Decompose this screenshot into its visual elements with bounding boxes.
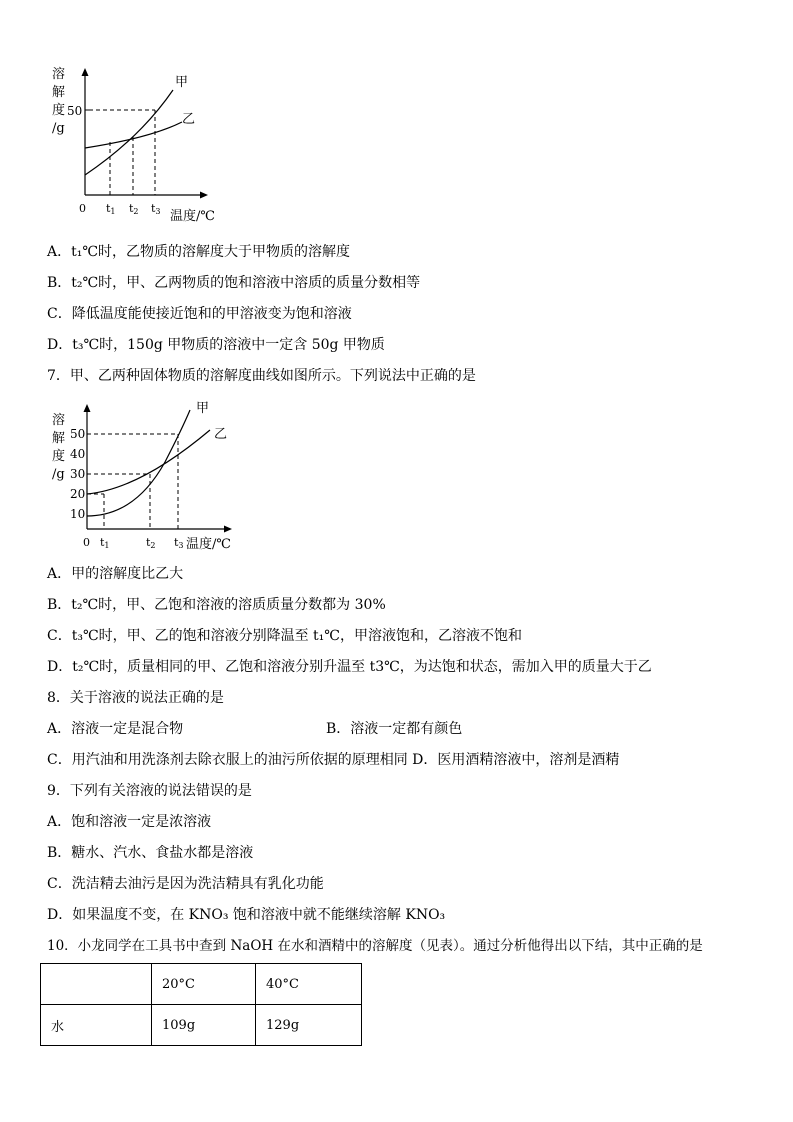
graph2-ytick-40: 40 [70, 447, 86, 461]
graph2-label-yi: 乙 [214, 427, 228, 442]
graph2-ylabel-1: 溶 [52, 413, 66, 428]
q7-option-b: B．t₂℃时，甲、乙饱和溶液的溶质质量分数都为 30% [47, 597, 386, 613]
graph1-x-arrow [200, 192, 208, 199]
graph2-y-arrow [84, 404, 91, 412]
graph1-origin: 0 [79, 202, 86, 215]
graph1-xtick-t2: t2 [129, 202, 139, 216]
q9-option-b: B．糖水、汽水、食盐水都是溶液 [47, 845, 254, 861]
graph1-xtick-t1: t1 [106, 202, 116, 216]
q10-stem: 10．小龙同学在工具书中查到 NaOH 在水和酒精中的溶解度（见表）。通过分析他得出以下结，其中正确的是 [47, 938, 703, 954]
graph2-ylabel-3: 度 [52, 449, 66, 464]
graph2-xtick-t2: t2 [146, 536, 156, 550]
table-row [41, 1005, 362, 1046]
graph2-x-arrow [224, 526, 232, 533]
table-header-row [41, 964, 362, 1005]
q7-option-a: A．甲的溶解度比乙大 [47, 566, 184, 582]
q6-option-a: A．t₁℃时，乙物质的溶解度大于甲物质的溶解度 [47, 244, 351, 260]
graph1-y-arrow [82, 68, 89, 76]
graph2-xtick-t3: t3 [174, 536, 184, 550]
graph1-ylabel-2: 解 [52, 85, 66, 100]
graph1-xlabel: 温度/℃ [170, 209, 215, 224]
graph2-origin: 0 [83, 536, 90, 549]
q9-option-d: D．如果温度不变，在 KNO₃ 饱和溶液中就不能继续溶解 KNO₃ [47, 907, 446, 923]
solubility-graph-2 [40, 394, 250, 554]
graph1-xtick-t3: t3 [151, 202, 161, 216]
q7-option-d: D．t₂℃时，质量相同的甲、乙饱和溶液分别升温至 t3℃，为达饱和状态，需加入甲的质量大于乙 [47, 659, 652, 675]
graph2-xtick-t1: t1 [100, 536, 110, 550]
graph1-ylabel-4: /g [52, 121, 65, 136]
q9-stem: 9．下列有关溶液的说法错误的是 [47, 783, 252, 799]
q9-option-a: A．饱和溶液一定是浓溶液 [47, 814, 212, 830]
graph2-curve-yi [87, 430, 210, 494]
q8-option-a: A．溶液一定是混合物 [47, 721, 184, 737]
graph2-label-jia: 甲 [196, 401, 210, 416]
graph2-xlabel: 温度/℃ [186, 537, 231, 552]
graph2-curve-jia [87, 410, 190, 516]
graph2-ylabel-4: /g [52, 467, 65, 482]
solubility-table [40, 963, 362, 1046]
graph2-ytick-30: 30 [70, 467, 86, 481]
graph2-ylabel-2: 解 [52, 431, 66, 446]
table-cell: 129g [256, 1005, 362, 1046]
q9-option-c: C．洗洁精去油污是因为洗洁精具有乳化功能 [47, 876, 324, 892]
graph2-ytick-50: 50 [70, 427, 86, 441]
q6-option-d: D．t₃℃时，150g 甲物质的溶液中一定含 50g 甲物质 [47, 337, 385, 353]
table-header-cell [41, 964, 152, 1005]
q6-option-b: B．t₂℃时，甲、乙两物质的饱和溶液中溶质的质量分数相等 [47, 275, 421, 291]
graph1-ylabel-3: 度 [52, 103, 66, 118]
graph1-label-yi: 乙 [182, 112, 196, 127]
q8-option-b: B．溶液一定都有颜色 [326, 721, 463, 737]
q6-option-c: C．降低温度能使接近饱和的甲溶液变为饱和溶液 [47, 306, 352, 322]
table-cell: 水 [41, 1005, 152, 1046]
graph1-curve-jia [85, 90, 173, 175]
q8-option-cd: C．用汽油和用洗涤剂去除衣服上的油污所依据的原理相同 D．医用酒精溶液中，溶剂是酒精 [47, 752, 620, 768]
table-cell: 109g [152, 1005, 256, 1046]
q7-stem: 7．甲、乙两种固体物质的溶解度曲线如图所示。下列说法中正确的是 [47, 368, 476, 384]
graph2-ytick-20: 20 [70, 487, 86, 501]
q8-stem: 8．关于溶液的说法正确的是 [47, 690, 224, 706]
graph1-ytick-50: 50 [67, 104, 83, 118]
q7-option-c: C．t₃℃时，甲、乙的饱和溶液分别降温至 t₁℃，甲溶液饱和，乙溶液不饱和 [47, 628, 522, 644]
solubility-graph-1 [40, 60, 270, 235]
graph1-ylabel-1: 溶 [52, 67, 66, 82]
table-header-cell: 20°C [152, 964, 256, 1005]
table-header-cell: 40°C [256, 964, 362, 1005]
graph2-ytick-10: 10 [70, 507, 86, 521]
graph1-label-jia: 甲 [175, 75, 189, 90]
